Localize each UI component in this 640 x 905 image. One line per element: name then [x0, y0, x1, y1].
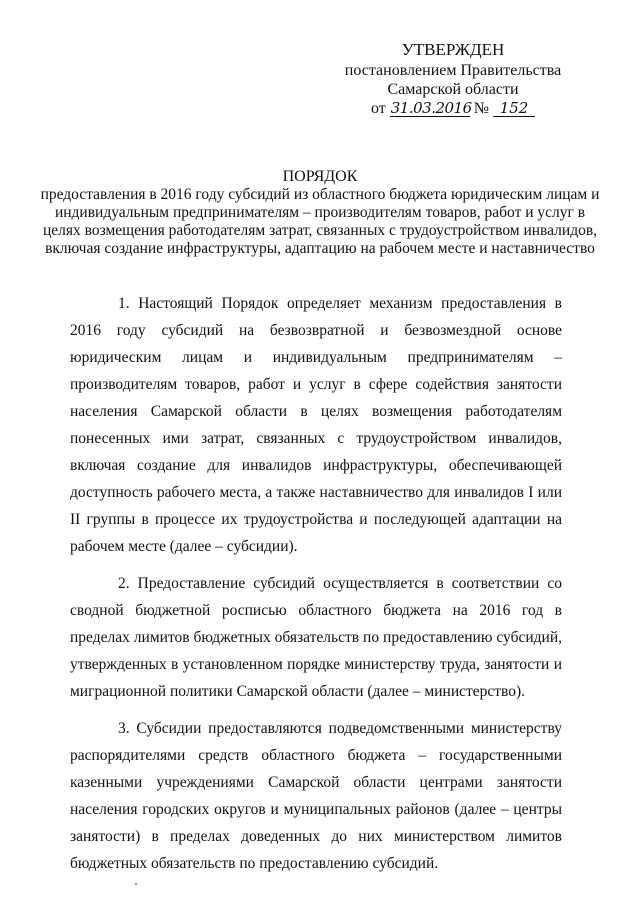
- document-subtitle: предоставления в 2016 году субсидий из областного бюджета юридическим лицам и индивидуальным предпринимателям – производителям товаров, работ и услуг в целях возмещения работодателям затрат, связанных с трудоустройством инвалидов, включая создание инфраструктуры, адаптацию на рабочем месте и наставничество: [40, 186, 600, 257]
- approval-title: УТВЕРЖДЕН: [401, 40, 505, 59]
- handwritten-date: 31.03.2016: [390, 99, 472, 117]
- number-sign: №: [473, 100, 490, 117]
- handwritten-number: 152: [493, 100, 535, 117]
- paragraph-2: 2. Предоставление субсидий осуществляется в соответствии со сводной бюджетной росписью областного бюджета на 2016 год в пределах лимитов бюджетных обязательств по предоставлению субсидий, утвержденных в установленном порядке министерству труда, занятости и миграционной политики Самарской области (далее – министерство).: [70, 575, 562, 700]
- approval-dateline: [340, 99, 566, 118]
- date-prefix: от: [370, 100, 386, 117]
- document-heading: ПОРЯДОК: [282, 168, 358, 185]
- document-body: [70, 290, 562, 887]
- paragraph-3: 3. Субсидии предоставляются подведомственными министерству распорядителями средств областного бюджета – государственными казенными учреждениями Самарской области центрами занятости населения городских округов и муниципальных районов (далее – центры занятости) в пределах доведенных до них министерством лимитов бюджетных обязательств по предоставлению субсидий.: [70, 720, 562, 872]
- scan-speck: [135, 883, 137, 885]
- approval-line-1: постановлением Правительства: [344, 62, 562, 79]
- approval-stamp: [340, 40, 566, 118]
- approval-line-2: Самарской области: [387, 81, 519, 98]
- paragraph-1: 1. Настоящий Порядок определяет механизм предоставления в 2016 году субсидий на безвозвратной и безвозмездной основе юридическим лицам и индивидуальным предпринимателям – производителям товаров, работ и услуг в сфере содействия занятости населения Самарской области в целях возмещения работодателям понесенных ими затрат, связанных с трудоустройством инвалидов, включая создание для инвалидов инфраструктуры, обеспечивающей доступность рабочего места, а также наставничество для инвалидов I или II группы в процессе их трудоустройства и последующей адаптации на рабочем месте (далее – субсидии).: [70, 295, 562, 555]
